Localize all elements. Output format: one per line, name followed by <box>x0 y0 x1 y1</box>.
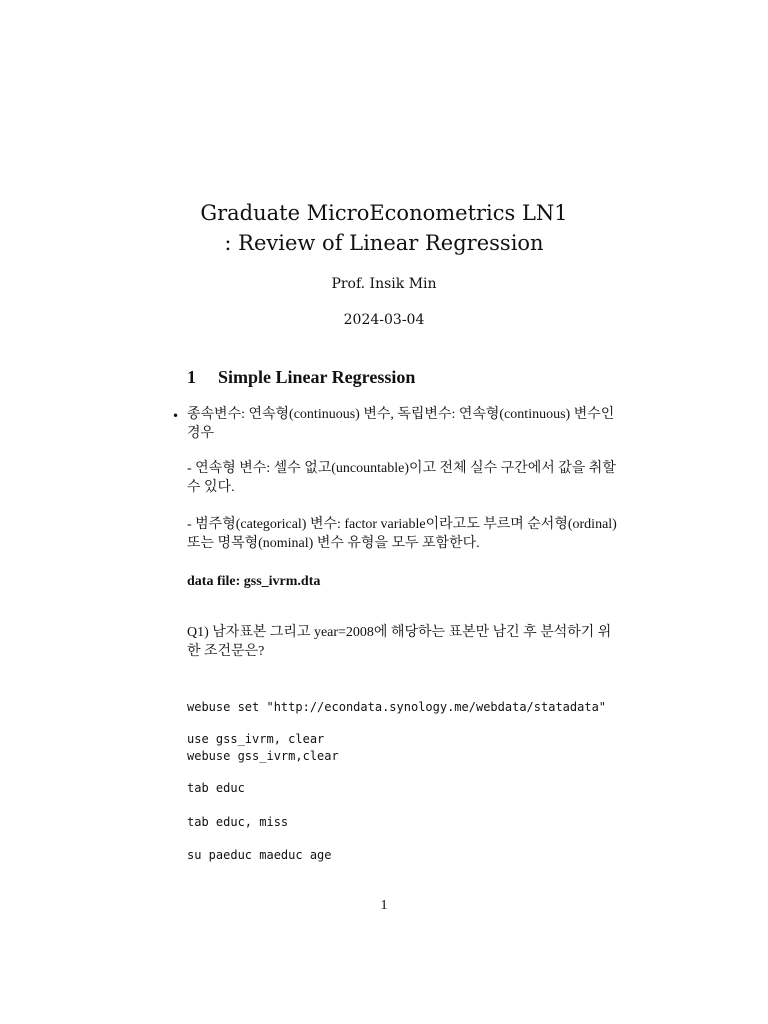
paragraph-categorical: - 범주형(categorical) 변수: factor variable이라고도 부르며 순서형(ordinal) 또는 명목형(nominal) 변수 유형을 모두 포함한다. <box>187 517 617 551</box>
code-line: use gss_ivrm, clear <box>187 732 325 746</box>
code-line: tab educ, miss <box>187 815 289 829</box>
title-line-1: Graduate MicroEconometrics LN1 <box>200 201 568 225</box>
date: 2024-03-04 <box>343 312 425 328</box>
document-title <box>0 198 768 258</box>
title-line-2: : Review of Linear Regression <box>224 231 544 255</box>
page-number: 1 <box>380 898 388 913</box>
author: Prof. Insik Min <box>331 276 437 292</box>
section-number: 1 <box>187 367 196 387</box>
paragraph-continuous: - 연속형 변수: 셀수 없고(uncountable)이고 전체 실수 구간에서 값을 취할 수 있다. <box>187 461 616 495</box>
bullet-paragraph: 종속변수: 연속형(continuous) 변수, 독립변수: 연속형(continuous) 변수인 경우 <box>187 407 615 441</box>
code-line: webuse gss_ivrm,clear <box>187 749 339 763</box>
question-paragraph: Q1) 남자표본 그리고 year=2008에 해당하는 표본만 남긴 후 분석하기 위한 조건문은? <box>187 625 612 659</box>
code-line: su paeduc maeduc age <box>187 848 332 862</box>
code-line: webuse set "http://econdata.synology.me/webdata/statadata" <box>187 700 607 714</box>
data-file-label: data file: gss_ivrm.dta <box>187 574 321 589</box>
section-title: Simple Linear Regression <box>218 367 416 387</box>
bullet-marker: • <box>172 409 180 423</box>
code-line: tab educ <box>187 781 245 795</box>
section-heading <box>187 367 415 388</box>
